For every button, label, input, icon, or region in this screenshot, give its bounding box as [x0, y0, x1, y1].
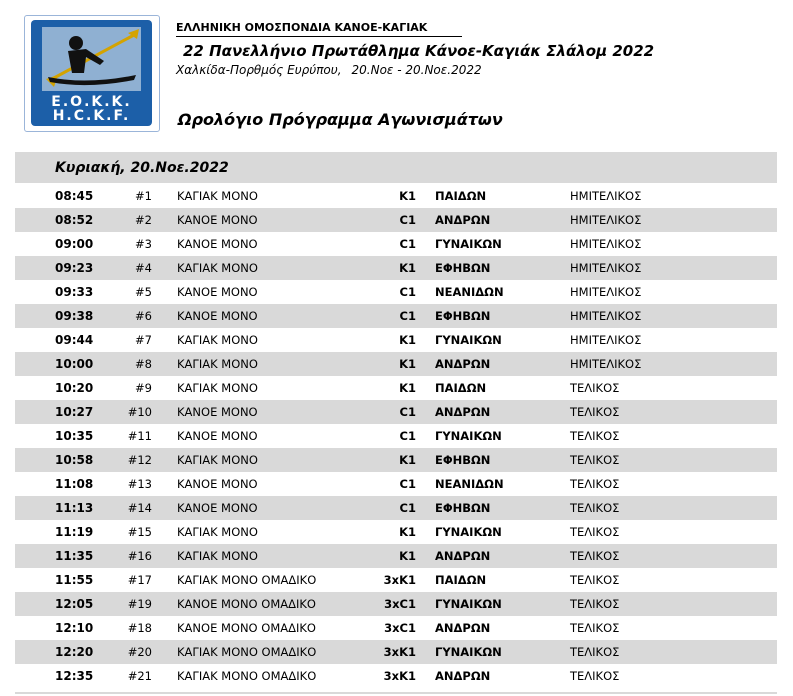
- age-category: ΑΝΔΡΩΝ: [435, 549, 491, 563]
- age-category: ΕΦΗΒΩΝ: [435, 453, 491, 467]
- race-description: ΚΑΝΟΕ ΜΟΝΟ: [177, 309, 258, 323]
- race-description: ΚΑΓΙΑΚ ΜΟΝΟ: [177, 549, 258, 563]
- race-number: #15: [127, 525, 152, 539]
- table-row: [15, 424, 777, 448]
- boat-class: 3xK1: [383, 573, 416, 587]
- age-category: ΝΕΑΝΙΔΩΝ: [435, 477, 504, 491]
- age-category: ΕΦΗΒΩΝ: [435, 501, 491, 515]
- age-category: ΕΦΗΒΩΝ: [435, 309, 491, 323]
- table-row: [15, 304, 777, 328]
- race-description: ΚΑΓΙΑΚ ΜΟΝΟ: [177, 189, 258, 203]
- race-phase: ΤΕΛΙΚΟΣ: [570, 573, 620, 587]
- federation-name: ΕΛΛΗΝΙΚΗ ΟΜΟΣΠΟΝΔΙΑ ΚΑΝΟΕ-ΚΑΓΙΑΚ: [176, 21, 428, 34]
- program-title: Ωρολόγιο Πρόγραμμα Αγωνισμάτων: [178, 110, 503, 129]
- race-phase: ΤΕΛΙΚΟΣ: [570, 621, 620, 635]
- race-description: ΚΑΓΙΑΚ ΜΟΝΟ: [177, 525, 258, 539]
- logo-text-greek: Ε.Ο.Κ.Κ.: [51, 94, 132, 110]
- race-time: 10:58: [55, 453, 94, 467]
- boat-class: C1: [399, 285, 416, 299]
- age-category: ΓΥΝΑΙΚΩΝ: [435, 525, 502, 539]
- day-header: [15, 152, 777, 183]
- table-row: [15, 616, 777, 640]
- race-time: 08:45: [55, 189, 94, 203]
- boat-class: C1: [399, 309, 416, 323]
- age-category: ΝΕΑΝΙΔΩΝ: [435, 285, 504, 299]
- race-phase: ΤΕΛΙΚΟΣ: [570, 645, 620, 659]
- boat-class: C1: [399, 237, 416, 251]
- boat-class: K1: [399, 525, 416, 539]
- race-time: 11:13: [55, 501, 94, 515]
- schedule-table: [15, 184, 777, 688]
- race-number: #12: [127, 453, 152, 467]
- boat-class: 3xK1: [383, 645, 416, 659]
- kayaker-emblem: [42, 27, 141, 91]
- age-category: ΓΥΝΑΙΚΩΝ: [435, 645, 502, 659]
- race-number: #20: [127, 645, 152, 659]
- logo-frame: [31, 20, 152, 126]
- race-time: 10:35: [55, 429, 94, 443]
- table-row: [15, 472, 777, 496]
- race-phase: ΤΕΛΙΚΟΣ: [570, 477, 620, 491]
- table-row: [15, 208, 777, 232]
- race-phase: ΤΕΛΙΚΟΣ: [570, 549, 620, 563]
- table-row: [15, 544, 777, 568]
- race-number: #10: [127, 405, 152, 419]
- race-time: 09:33: [55, 285, 94, 299]
- race-time: 11:35: [55, 549, 94, 563]
- race-time: 12:20: [55, 645, 94, 659]
- boat-class: C1: [399, 429, 416, 443]
- race-time: 10:20: [55, 381, 94, 395]
- race-number: #8: [135, 357, 152, 371]
- boat-class: C1: [399, 213, 416, 227]
- table-row: [15, 640, 777, 664]
- table-row: [15, 256, 777, 280]
- race-phase: ΤΕΛΙΚΟΣ: [570, 429, 620, 443]
- race-phase: ΗΜΙΤΕΛΙΚΟΣ: [570, 213, 642, 227]
- age-category: ΓΥΝΑΙΚΩΝ: [435, 597, 502, 611]
- race-description: ΚΑΓΙΑΚ ΜΟΝΟ: [177, 381, 258, 395]
- age-category: ΑΝΔΡΩΝ: [435, 213, 491, 227]
- race-number: #19: [127, 597, 152, 611]
- age-category: ΕΦΗΒΩΝ: [435, 261, 491, 275]
- race-time: 11:19: [55, 525, 94, 539]
- age-category: ΠΑΙΔΩΝ: [435, 189, 487, 203]
- race-description: ΚΑΝΟΕ ΜΟΝΟ ΟΜΑΔΙΚΟ: [177, 597, 316, 611]
- race-description: ΚΑΝΟΕ ΜΟΝΟ: [177, 501, 258, 515]
- race-description: ΚΑΝΟΕ ΜΟΝΟ: [177, 237, 258, 251]
- race-phase: ΗΜΙΤΕΛΙΚΟΣ: [570, 237, 642, 251]
- table-row: [15, 448, 777, 472]
- race-number: #18: [127, 621, 152, 635]
- age-category: ΑΝΔΡΩΝ: [435, 357, 491, 371]
- race-number: #5: [135, 285, 152, 299]
- race-phase: ΤΕΛΙΚΟΣ: [570, 597, 620, 611]
- race-time: 10:00: [55, 357, 94, 371]
- race-phase: ΤΕΛΙΚΟΣ: [570, 669, 620, 683]
- race-number: #21: [127, 669, 152, 683]
- championship-title: 22 Πανελλήνιο Πρωτάθλημα Κάνοε-Καγιάκ Σλάλομ 2022: [183, 42, 655, 60]
- race-time: 09:00: [55, 237, 94, 251]
- boat-class: K1: [399, 189, 416, 203]
- table-row: [15, 232, 777, 256]
- kayaker-icon: [42, 27, 141, 91]
- race-description: ΚΑΓΙΑΚ ΜΟΝΟ: [177, 453, 258, 467]
- race-description: ΚΑΓΙΑΚ ΜΟΝΟ: [177, 333, 258, 347]
- race-phase: ΗΜΙΤΕΛΙΚΟΣ: [570, 357, 642, 371]
- race-number: #16: [127, 549, 152, 563]
- boat-class: K1: [399, 549, 416, 563]
- table-row: [15, 496, 777, 520]
- race-number: #3: [135, 237, 152, 251]
- table-row: [15, 592, 777, 616]
- race-description: ΚΑΝΟΕ ΜΟΝΟ: [177, 477, 258, 491]
- boat-class: 3xC1: [384, 597, 416, 611]
- boat-class: 3xK1: [383, 669, 416, 683]
- event-dates: 20.Νοε - 20.Νοε.2022: [351, 63, 482, 77]
- age-category: ΠΑΙΔΩΝ: [435, 381, 487, 395]
- age-category: ΑΝΔΡΩΝ: [435, 405, 491, 419]
- race-number: #9: [135, 381, 152, 395]
- race-description: ΚΑΓΙΑΚ ΜΟΝΟ ΟΜΑΔΙΚΟ: [177, 669, 317, 683]
- table-row: [15, 328, 777, 352]
- federation-logo: [24, 15, 160, 132]
- table-row: [15, 400, 777, 424]
- race-number: #11: [127, 429, 152, 443]
- age-category: ΓΥΝΑΙΚΩΝ: [435, 237, 502, 251]
- boat-class: K1: [399, 357, 416, 371]
- race-description: ΚΑΝΟΕ ΜΟΝΟ: [177, 213, 258, 227]
- age-category: ΑΝΔΡΩΝ: [435, 621, 491, 635]
- race-number: #1: [135, 189, 152, 203]
- race-description: ΚΑΝΟΕ ΜΟΝΟ: [177, 405, 258, 419]
- race-phase: ΗΜΙΤΕΛΙΚΟΣ: [570, 261, 642, 275]
- race-time: 09:44: [55, 333, 94, 347]
- table-bottom-border: [15, 692, 777, 694]
- race-number: #7: [135, 333, 152, 347]
- race-description: ΚΑΝΟΕ ΜΟΝΟ: [177, 429, 258, 443]
- boat-class: K1: [399, 381, 416, 395]
- race-time: 11:55: [55, 573, 94, 587]
- table-row: [15, 520, 777, 544]
- race-time: 12:10: [55, 621, 94, 635]
- table-row: [15, 352, 777, 376]
- boat-class: C1: [399, 477, 416, 491]
- race-description: ΚΑΓΙΑΚ ΜΟΝΟ ΟΜΑΔΙΚΟ: [177, 645, 317, 659]
- race-phase: ΗΜΙΤΕΛΙΚΟΣ: [570, 189, 642, 203]
- race-phase: ΗΜΙΤΕΛΙΚΟΣ: [570, 309, 642, 323]
- race-phase: ΤΕΛΙΚΟΣ: [570, 381, 620, 395]
- race-time: 09:23: [55, 261, 94, 275]
- race-description: ΚΑΝΟΕ ΜΟΝΟ: [177, 285, 258, 299]
- race-time: 09:38: [55, 309, 94, 323]
- race-phase: ΤΕΛΙΚΟΣ: [570, 525, 620, 539]
- race-number: #6: [135, 309, 152, 323]
- table-row: [15, 184, 777, 208]
- race-time: 12:05: [55, 597, 94, 611]
- race-time: 11:08: [55, 477, 94, 491]
- table-row: [15, 376, 777, 400]
- age-category: ΓΥΝΑΙΚΩΝ: [435, 429, 502, 443]
- race-description: ΚΑΓΙΑΚ ΜΟΝΟ ΟΜΑΔΙΚΟ: [177, 573, 317, 587]
- table-row: [15, 280, 777, 304]
- race-number: #4: [135, 261, 152, 275]
- race-number: #14: [127, 501, 152, 515]
- race-phase: ΤΕΛΙΚΟΣ: [570, 501, 620, 515]
- boat-class: 3xC1: [384, 621, 416, 635]
- race-description: ΚΑΓΙΑΚ ΜΟΝΟ: [177, 261, 258, 275]
- age-category: ΓΥΝΑΙΚΩΝ: [435, 333, 502, 347]
- table-row: [15, 664, 777, 688]
- race-phase: ΗΜΙΤΕΛΙΚΟΣ: [570, 333, 642, 347]
- boat-class: C1: [399, 501, 416, 515]
- race-description: ΚΑΝΟΕ ΜΟΝΟ ΟΜΑΔΙΚΟ: [177, 621, 316, 635]
- venue-line: [176, 63, 482, 77]
- race-time: 08:52: [55, 213, 94, 227]
- race-number: #13: [127, 477, 152, 491]
- race-phase: ΤΕΛΙΚΟΣ: [570, 405, 620, 419]
- boat-class: K1: [399, 453, 416, 467]
- table-row: [15, 568, 777, 592]
- day-label: Κυριακή, 20.Νοε.2022: [55, 160, 229, 176]
- race-number: #17: [127, 573, 152, 587]
- race-phase: ΤΕΛΙΚΟΣ: [570, 453, 620, 467]
- age-category: ΑΝΔΡΩΝ: [435, 669, 491, 683]
- race-time: 12:35: [55, 669, 94, 683]
- boat-class: C1: [399, 405, 416, 419]
- race-phase: ΗΜΙΤΕΛΙΚΟΣ: [570, 285, 642, 299]
- boat-class: K1: [399, 261, 416, 275]
- federation-underline: [176, 36, 462, 37]
- race-number: #2: [135, 213, 152, 227]
- race-time: 10:27: [55, 405, 94, 419]
- venue-name: Χαλκίδα-Πορθμός Ευρύπου,: [176, 63, 342, 77]
- age-category: ΠΑΙΔΩΝ: [435, 573, 487, 587]
- race-description: ΚΑΓΙΑΚ ΜΟΝΟ: [177, 357, 258, 371]
- logo-text-latin: H.C.K.F.: [52, 108, 131, 124]
- boat-class: K1: [399, 333, 416, 347]
